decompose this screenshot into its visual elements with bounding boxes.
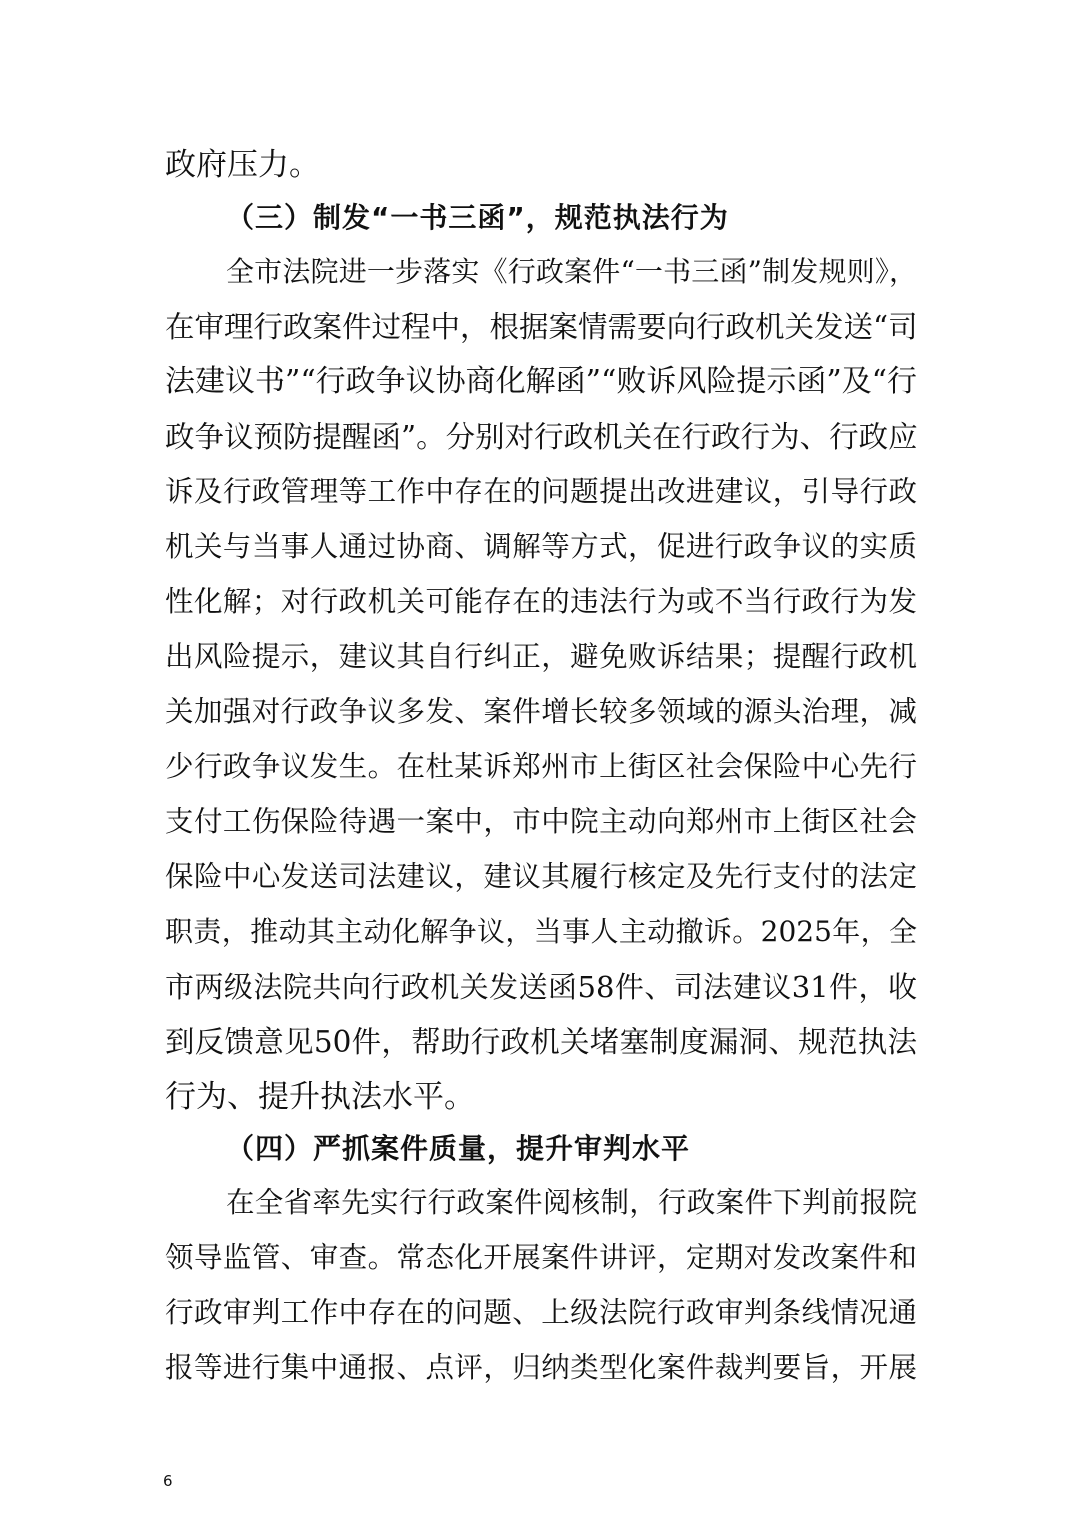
paragraph-line: 行为、提升执法水平。 bbox=[165, 1079, 475, 1115]
paragraph-line: 报等进行集中通报、点评，归纳类型化案件裁判要旨，开展 bbox=[165, 1351, 917, 1384]
paragraph-line: 市两级法院共向行政机关发送函58件、司法建议31件，收 bbox=[165, 970, 917, 1004]
paragraph-line: 在全省率先实行行政案件阅核制，行政案件下判前报院 bbox=[226, 1186, 917, 1219]
paragraph-line: 在审理行政案件过程中，根据案情需要向行政机关发送“司 bbox=[165, 310, 918, 344]
paragraph-line: 关加强对行政争议多发、案件增长较多领域的源头治理，减 bbox=[165, 695, 917, 728]
paragraph-line: 出风险提示，建议其自行纠正，避免败诉结果；提醒行政机 bbox=[165, 640, 917, 673]
paragraph-line: 行政审判工作中存在的问题、上级法院行政审判条线情况通 bbox=[165, 1296, 917, 1329]
paragraph-line: 少行政争议发生。在杜某诉郑州市上街区社会保险中心先行 bbox=[165, 750, 917, 783]
paragraph-line: 机关与当事人通过协商、调解等方式，促进行政争议的实质 bbox=[165, 530, 917, 563]
section-heading-3: （三）制发“一书三函”，规范执法行为 bbox=[226, 201, 729, 234]
paragraph-line: 法建议书”“行政争议协商化解函”“败诉风险提示函”及“行 bbox=[165, 364, 918, 399]
page-number: 6 bbox=[163, 1472, 173, 1490]
paragraph-line: 政府压力。 bbox=[165, 147, 320, 183]
paragraph-line: 到反馈意见50件，帮助行政机关堵塞制度漏洞、规范执法 bbox=[165, 1025, 917, 1059]
paragraph-line: 职责，推动其主动化解争议，当事人主动撤诉。2025年，全 bbox=[165, 915, 917, 948]
paragraph-line: 支付工伤保险待遇一案中，市中院主动向郑州市上街区社会 bbox=[165, 805, 917, 838]
section-heading-4: （四）严抓案件质量，提升审判水平 bbox=[226, 1132, 691, 1165]
paragraph-line: 政争议预防提醒函”。分别对行政机关在行政行为、行政应 bbox=[165, 420, 918, 454]
paragraph-line: 诉及行政管理等工作中存在的问题提出改进建议，引导行政 bbox=[165, 475, 917, 508]
paragraph-line: 全市法院进一步落实《行政案件“一书三函”制发规则》， bbox=[226, 255, 917, 288]
paragraph-line: 性化解；对行政机关可能存在的违法行为或不当行政行为发 bbox=[165, 585, 917, 618]
paragraph-line: 保险中心发送司法建议，建议其履行核定及先行支付的法定 bbox=[165, 860, 917, 893]
paragraph-line: 领导监管、审查。常态化开展案件讲评，定期对发改案件和 bbox=[165, 1241, 917, 1274]
